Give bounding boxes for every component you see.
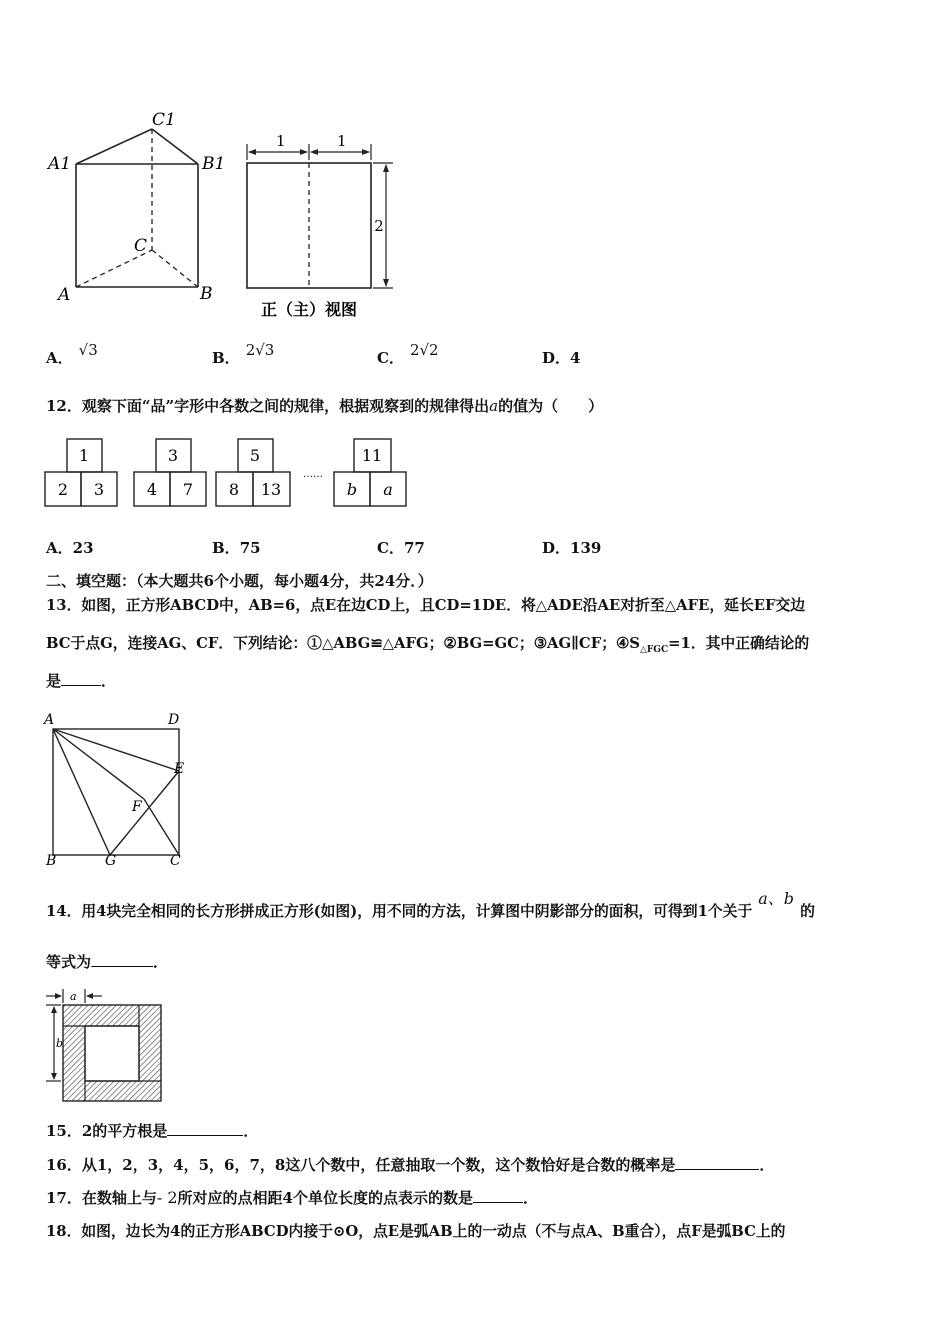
q12-option-a: A．23 [46, 539, 94, 557]
sq-label-C: C [170, 853, 181, 869]
g1-top: 1 [78, 446, 90, 465]
g4-top: 11 [361, 446, 383, 465]
dim-height: 2 [374, 217, 384, 235]
q18: 18．如图，边长为4的正方形ABCD内接于⊙O，点E是弧AB上的一动点（不与点A、B重合），点F是弧BC上的 [46, 1223, 786, 1240]
q12-option-c: C．77 [377, 539, 425, 557]
sq-label-A: A [44, 712, 55, 728]
q15-answer-blank[interactable] [167, 1121, 243, 1136]
q13-line3: 是 ． [46, 672, 117, 690]
g2-right: 7 [182, 480, 194, 499]
sq-label-B: B [46, 853, 57, 869]
g3-top: 5 [249, 446, 261, 465]
q11-option-a: A． √3 [46, 341, 98, 367]
g1-right: 3 [93, 480, 105, 499]
prism-figure [40, 105, 230, 310]
q17: 17．在数轴上与- 2所对应的点相距4个单位长度的点表示的数是 ． [46, 1188, 539, 1207]
square-fold-figure [38, 710, 198, 870]
g2-top: 3 [167, 446, 179, 465]
label-B1: B1 [202, 154, 226, 174]
q16: 16．从1，2，3，4，5，6，7，8这八个数中，任意抽取一个数，这个数恰好是合数的概率是 ． [46, 1156, 775, 1174]
g4-left: b [346, 480, 358, 499]
q12-stem: 12．观察下面“品”字形中各数之间的规律，根据观察到的规律得出a的值为（ ） [46, 397, 604, 415]
four-rectangles-figure [40, 985, 170, 1105]
q15: 15．2的平方根是 ． [46, 1122, 259, 1140]
q12-pattern-figure [40, 435, 420, 515]
q11-option-b: B． 2√3 [212, 341, 275, 367]
q11-option-d: D．4 [542, 349, 581, 367]
q12-option-d: D．139 [542, 539, 602, 557]
g1-left: 2 [57, 480, 69, 499]
sq-label-G: G [105, 853, 117, 869]
sq-label-D: D [168, 712, 180, 728]
q12-option-b: B．75 [212, 539, 261, 557]
label-C1: C1 [152, 110, 176, 130]
sq-label-E: E [174, 761, 185, 777]
front-view-caption: 正（主）视图 [260, 300, 358, 319]
label-A1: A1 [48, 154, 72, 174]
g3-left: 8 [228, 480, 240, 499]
section-title: 二、填空题：（本大题共6个小题，每小题4分，共24分．） [46, 572, 433, 590]
q11-option-c: C． 2√2 [377, 341, 439, 367]
label-C: C [134, 236, 148, 256]
q14-answer-blank[interactable] [91, 952, 153, 967]
q14-line2: 等式为 ． [46, 953, 169, 971]
q17-answer-blank[interactable] [473, 1188, 523, 1203]
q13-line1: 13．如图，正方形ABCD中，AB=6，点E在边CD上，且CD=1DE．将△ADE沿AE对折至△AFE，延长EF交边 [46, 597, 806, 614]
q13-answer-blank[interactable] [61, 671, 101, 686]
g4-right: a [383, 480, 393, 499]
q13-line2: BC于点G，连接AG、CF．下列结论：①△ABG≌△AFG；②BG=GC；③AG∥CF；$④S_{\triangle FGC}=1$．其中正确结论的 [46, 635, 810, 655]
dim-b: b [56, 1037, 64, 1050]
q14-line1: 14．用4块完全相同的长方形拼成正方形(如图)，用不同的方法，计算图中阴影部分的面积，可得到1个关于a、b的 [46, 889, 815, 920]
front-view-figure [238, 130, 403, 325]
dim-top-left: 1 [276, 132, 286, 150]
g2-left: 4 [146, 480, 158, 499]
label-A: A [58, 285, 71, 305]
dim-a: a [70, 990, 77, 1003]
dim-top-right: 1 [337, 132, 347, 150]
g3-right: 13 [260, 480, 282, 499]
pattern-ellipsis: …… [303, 469, 323, 480]
label-B: B [200, 284, 213, 304]
q16-answer-blank[interactable] [675, 1155, 759, 1170]
sq-label-F: F [132, 799, 142, 815]
